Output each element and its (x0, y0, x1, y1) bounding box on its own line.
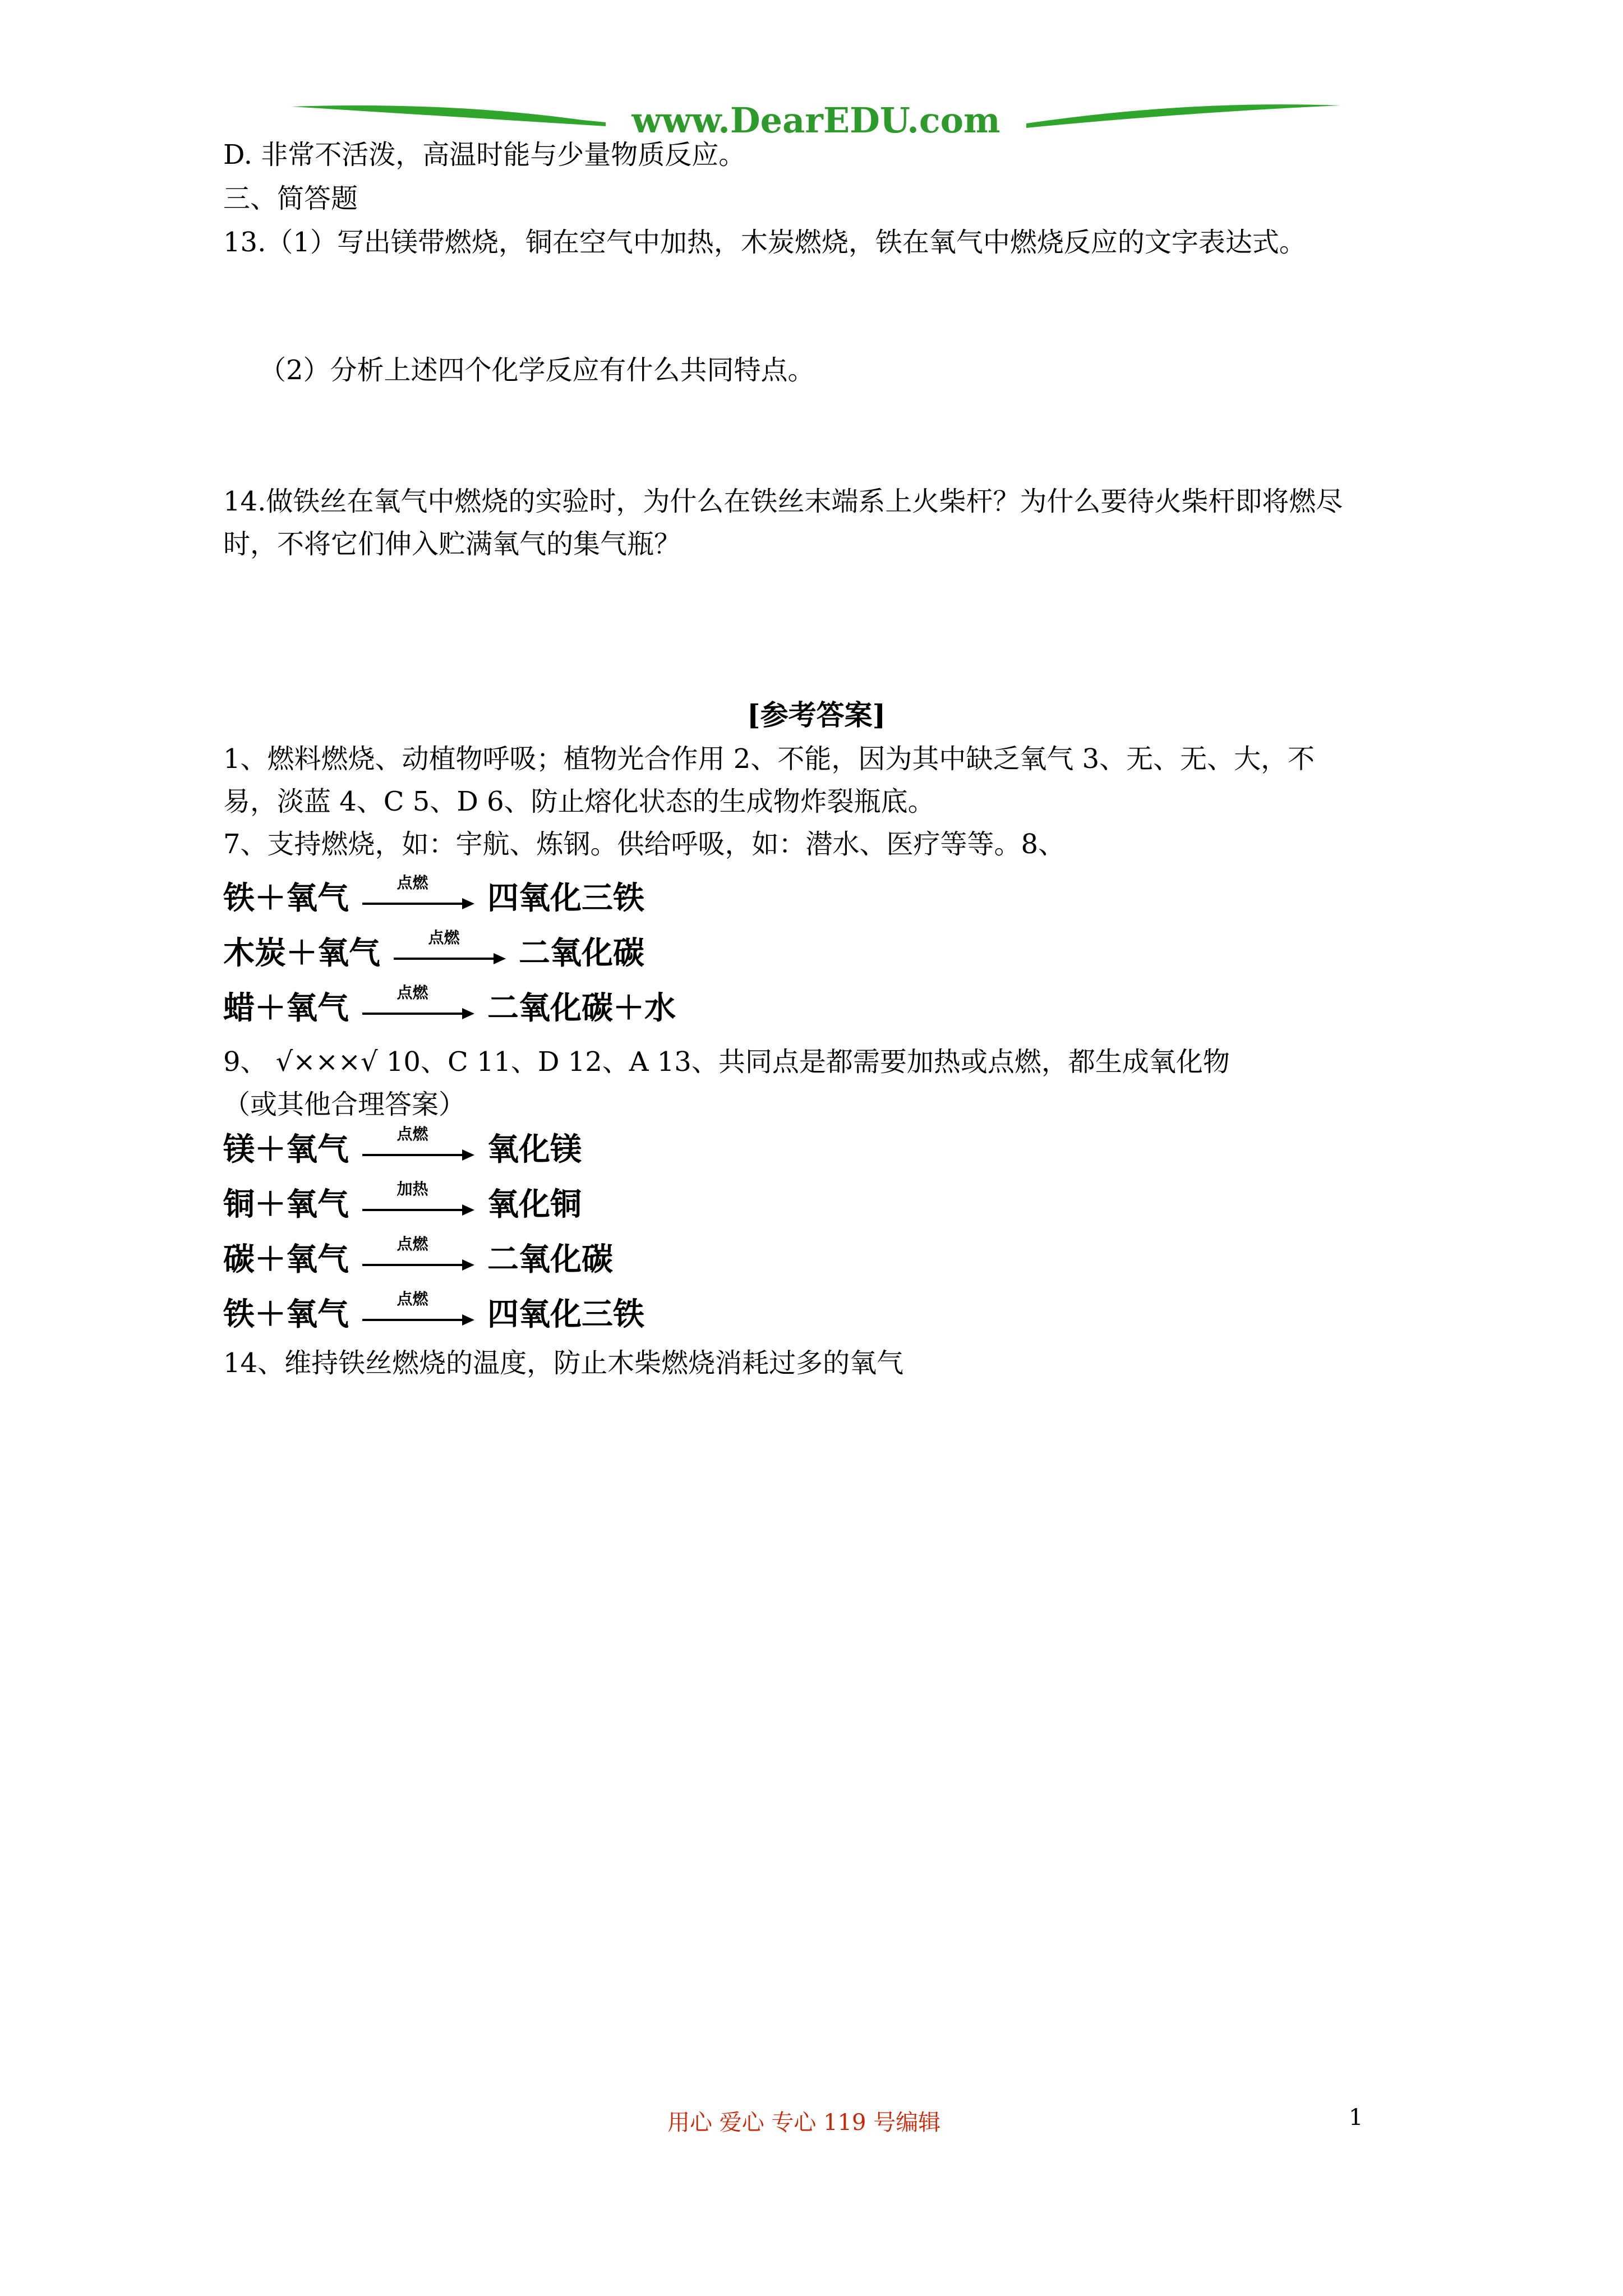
question-line: 时，不将它们伸入贮满氧气的集气瓶？ (223, 528, 681, 560)
equation-products: 二氧化碳＋水 (487, 990, 676, 1027)
answer-line: 14、维持铁丝燃烧的温度，防止木柴燃烧消耗过多的氧气 (223, 1347, 904, 1379)
page-number: 1 (1349, 2105, 1363, 2131)
equation-row (223, 873, 644, 924)
equation-row (223, 1180, 582, 1230)
equation-reactants: 铜＋氧气 (223, 1186, 349, 1223)
equation-products: 二氧化碳 (519, 935, 644, 972)
equation-row (223, 1235, 613, 1285)
question-line: 13.（1）写出镁带燃烧，铜在空气中加热，木炭燃烧，铁在氧气中燃烧反应的文字表达式。 (223, 227, 1306, 258)
equation-row (223, 1290, 644, 1340)
reaction-arrow-icon (362, 1290, 474, 1335)
equation-products: 二氧化碳 (487, 1241, 613, 1278)
reaction-arrow-icon (362, 873, 474, 918)
equation-reactants: 镁＋氧气 (223, 1131, 349, 1168)
equation-products: 氧化镁 (487, 1131, 582, 1168)
equation-reactants: 木炭＋氧气 (223, 935, 380, 972)
answer-line: 7、支持燃烧，如：宇航、炼钢。供给呼吸，如：潜水、医疗等等。8、 (223, 829, 1066, 860)
answer-line: 易，淡蓝 4、C 5、D 6、防止熔化状态的生成物炸裂瓶底。 (223, 786, 935, 817)
answers-title: [参考答案] (747, 698, 886, 731)
answer-line: （或其他合理答案） (223, 1089, 466, 1120)
reaction-arrow-icon (362, 1125, 474, 1170)
reaction-condition: 点燃 (396, 873, 428, 892)
equation-products: 氧化铜 (487, 1186, 582, 1223)
reaction-condition: 加热 (396, 1180, 428, 1198)
question-line: 14.做铁丝在氧气中燃烧的实验时，为什么在铁丝末端系上火柴杆？为什么要待火柴杆即将燃尽 (223, 486, 1343, 517)
equation-reactants: 蜡＋氧气 (223, 990, 349, 1027)
equation-products: 四氧化三铁 (487, 1296, 644, 1333)
equation-reactants: 铁＋氧气 (223, 880, 349, 917)
reaction-arrow-icon (362, 983, 474, 1028)
answer-line: 9、 √×××√ 10、C 11、D 12、A 13、共同点是都需要加热或点燃，都生成氧化物 (223, 1046, 1230, 1078)
answer-line: 1、燃料燃烧、动植物呼吸；植物光合作用 2、不能，因为其中缺乏氧气 3、无、无、大，不 (223, 743, 1315, 775)
section-heading: 三、简答题 (223, 183, 358, 214)
question-line: （2）分析上述四个化学反应有什么共同特点。 (259, 355, 815, 386)
reaction-condition: 点燃 (396, 1290, 428, 1308)
equation-reactants: 碳＋氧气 (223, 1241, 349, 1278)
reaction-condition: 点燃 (396, 1125, 428, 1143)
equation-reactants: 铁＋氧气 (223, 1296, 349, 1333)
equation-row (223, 928, 644, 979)
equation-row (223, 983, 676, 1034)
reaction-condition: 点燃 (428, 928, 460, 947)
question-line: D. 非常不活泼，高温时能与少量物质反应。 (223, 139, 746, 171)
reaction-arrow-icon (394, 928, 506, 973)
footer-text: 用心 爱心 专心 119 号编辑 (667, 2110, 941, 2136)
reaction-arrow-icon (362, 1235, 474, 1280)
site-logo[interactable]: www.DearEDU.com (631, 100, 1000, 141)
reaction-condition: 点燃 (396, 1235, 428, 1253)
equation-row (223, 1125, 582, 1175)
reaction-arrow-icon (362, 1180, 474, 1225)
equation-products: 四氧化三铁 (487, 880, 644, 917)
reaction-condition: 点燃 (396, 983, 428, 1002)
